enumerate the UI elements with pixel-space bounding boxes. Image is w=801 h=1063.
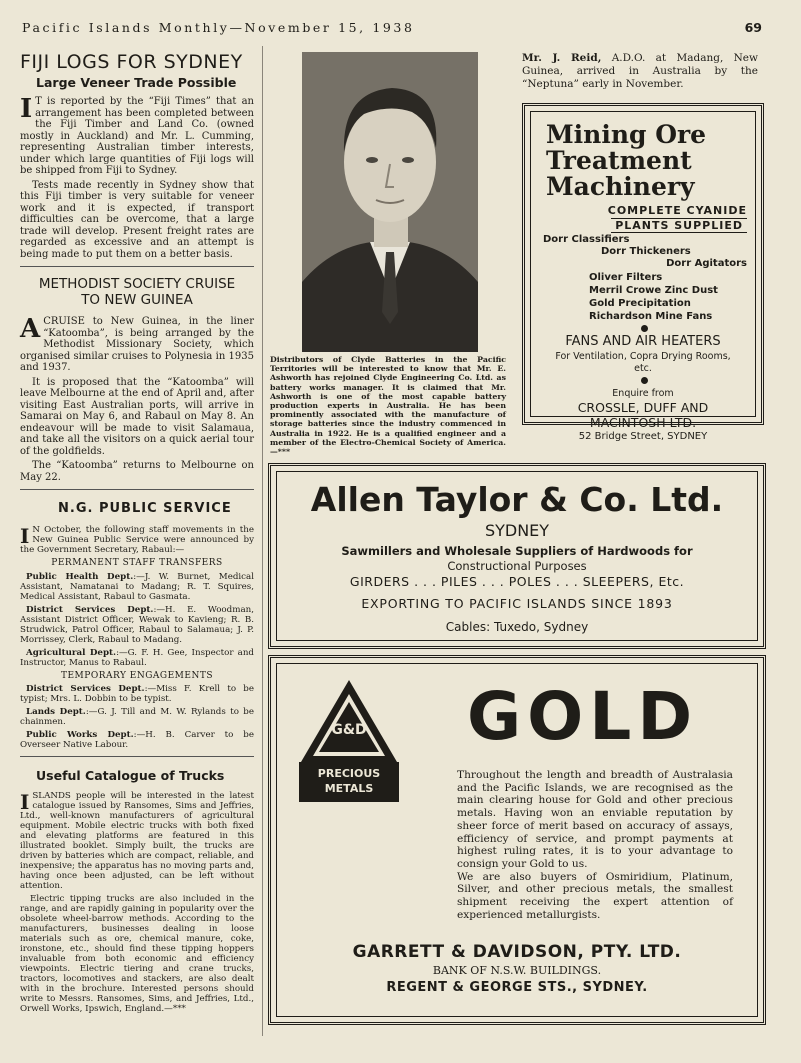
page-number: 69: [744, 20, 762, 35]
ngps-perm-3-dept: Agricultural Dept.: [26, 647, 117, 658]
divider: [20, 489, 254, 490]
fiji-article: [20, 52, 254, 260]
ad-mining-firm-2: MACINTOSH LTD.: [589, 415, 697, 430]
logo-text-metals: METALS: [324, 782, 374, 795]
methodist-para-3: The “Katoomba” returns to Melbourne on May 22.: [20, 460, 254, 483]
ad-mining-frame: [530, 111, 756, 442]
divider: [20, 266, 254, 267]
ngps-perm-2: [20, 605, 254, 645]
ngps-temporary-head: TEMPORARY ENGAGEMENTS: [60, 670, 214, 681]
ad-gold-body-1: Throughout the length and breadth of Australasia and the Pacific Islands, we are recognised as the main clearing house for Gold and other precious metals. Having won an enviable reputation by sheer force of merit based on accuracy of assays, efficiency of service, and prompt payments at highest ruling rates, it is to your advantage to consign your Gold to us.: [457, 769, 733, 870]
ad-mining-machinery: [522, 103, 764, 442]
ad-mining-cyanide: COMPLETE CYANIDE: [607, 204, 747, 217]
ngps-temp-2: [20, 707, 254, 727]
triangle-logo-icon: [299, 678, 399, 763]
ad-gold-body: [457, 769, 733, 921]
ad-gold-bank: BANK OF N.S.W. BUILDINGS.: [432, 964, 602, 977]
portrait-photo: [302, 52, 478, 352]
methodist-para-1-text: CRUISE to New Guinea, in the liner “Katoomba”, is being arranged by the Methodist Missionary Society, which organised similar cruises to Polynesia in 1935 and 1937.: [20, 316, 254, 374]
trucks-drop-cap: I: [20, 790, 30, 815]
trucks-para-1-text: SLANDS people will be interested in the latest catalogue issued by Ransomes, Sims and Jeffries, Ltd., well-known manufacturers of agricultural equipment. Mobile electric trucks with both fixed and elevating platforms are featured in this illustrated booklet. Simply built, the trucks are driven by batteries which are compact, reliable, and inexpensive; the apparatus has no moving parts and, having once been adjusted, can be left without attention.: [20, 791, 254, 892]
ad-allen-name: Allen Taylor & Co. Ltd.: [310, 480, 724, 519]
trucks-article: [20, 769, 254, 1014]
ad-mining-mine-fans: Richardson Mine Fans: [589, 311, 713, 322]
ngps-perm-3: [20, 648, 254, 668]
methodist-para-1: [20, 316, 254, 374]
column-rule: [262, 46, 263, 1036]
ngps-temp-1-dept: District Services Dept.: [26, 683, 145, 694]
photo-caption: Distributors of Clyde Batteries in the Pacific Territories will be interested to know that Mr. E. Ashworth has rejoined Clyde Engineering Co. Ltd. as battery works manager. It is claimed that Mr. Ashworth is one of the most capable battery production experts in Australia. He has been prominently associated with the manufacture of storage batteries since the industry commenced in Australia in 1922. He is a qualified engineer and a member of the Electro-Chemical Society of America.—***: [270, 355, 506, 456]
ad-allen-frame: [276, 471, 758, 641]
fiji-title: FIJI LOGS FOR SYDNEY: [20, 51, 243, 73]
ngps-temp-2-text: :—G. J. Till and M. W. Rylands to be chainmen.: [20, 706, 254, 727]
trucks-title: Useful Catalogue of Trucks: [36, 767, 225, 783]
ad-mining-title-3: Machinery: [546, 172, 695, 201]
ngps-intro-text: N October, the following staff movements in the New Guinea Public Service were announced by the Government Secretary, Rabaul:—: [20, 525, 254, 556]
ad-garrett-davidson: [268, 655, 766, 1025]
ad-mining-firm-1: CROSSLE, DUFF AND: [577, 400, 709, 415]
ngps-temp-1: [20, 684, 254, 704]
ad-mining-agitators: Dorr Agitators: [666, 258, 747, 269]
reid-note: [522, 52, 758, 91]
ad-mining-plants: PLANTS SUPPLIED: [611, 218, 747, 233]
ngps-article: [20, 502, 254, 750]
ngps-temp-3: [20, 730, 254, 750]
ngps-perm-1-text: :—J. W. Burnet, Medical Assistant, Namatanai to Madang; R. T. Squires, Medical Assistant, Rabaul to Gasmata.: [20, 571, 254, 602]
ngps-temp-2-dept: Lands Dept.: [26, 706, 86, 717]
ngps-permanent-head: PERMANENT STAFF TRANSFERS: [51, 558, 223, 569]
ngps-drop-cap: I: [20, 524, 30, 549]
ad-mining-title-1: Mining Ore: [546, 120, 707, 149]
ad-allen-taylor: [268, 463, 766, 649]
methodist-article: [20, 277, 254, 483]
bullet-dot: [641, 325, 648, 332]
ad-mining-title-2: Treatment: [546, 146, 692, 175]
ad-allen-line-1: Sawmillers and Wholesale Suppliers of Hardwoods for: [341, 544, 693, 558]
ngps-perm-3-text: :—G. F. H. Gee, Inspector and Instructor, Manus to Rabaul.: [20, 647, 254, 668]
ngps-perm-2-text: :—H. E. Woodman, Assistant District Officer, Wewak to Kavieng; R. B. Strudwick, Patrol Officer, Rabaul to Salamaua; J. P. Morrissey, Clerk, Rabaul to Madang.: [20, 604, 255, 645]
fiji-subtitle: Large Veneer Trade Possible: [36, 74, 237, 90]
ngps-temp-1-text: :—Miss F. Krell to be typist; Mrs. L. Dobbin to be typist.: [20, 683, 255, 704]
ad-mining-classifiers: Dorr Classifiers: [543, 234, 630, 245]
ngps-title: N.G. PUBLIC SERVICE: [58, 501, 232, 517]
ad-mining-filters: Oliver Filters: [589, 272, 663, 283]
running-title: Pacific Islands Monthly—November 15, 1938: [22, 20, 415, 35]
ad-allen-line-3: GIRDERS . . . PILES . . . POLES . . . SLEEPERS, Etc.: [349, 574, 685, 589]
ad-gold-street: REGENT & GEORGE STS., SYDNEY.: [386, 980, 648, 995]
fiji-drop-cap: I: [20, 94, 33, 125]
methodist-title-line-2: TO NEW GUINEA: [81, 291, 193, 308]
logo-monogram: G&D: [331, 722, 367, 738]
trucks-para-1: [20, 791, 254, 891]
ad-allen-city: SYDNEY: [484, 521, 550, 540]
fiji-para-2: Tests made recently in Sydney show that this Fiji timber is very suitable for veneer work and it is expected, if transport difficulties can be overcome, that a large trade will develop. Present freight rates are regarded as excessive and an attempt is being made to put them on a better basis.: [20, 179, 254, 260]
bullet-dot: [641, 377, 648, 384]
running-header: [22, 20, 762, 35]
ad-mining-gold-precip: Gold Precipitation: [589, 298, 691, 309]
ad-gold-frame: [276, 663, 758, 1017]
ngps-perm-2-dept: District Services Dept.: [26, 604, 154, 615]
ad-mining-fans-heaters: FANS AND AIR HEATERS: [565, 334, 721, 349]
portrait-illustration: [302, 52, 478, 352]
ad-gold-firm: GARRETT & DAVIDSON, PTY. LTD.: [352, 942, 682, 962]
ngps-temp-3-text: :—H. B. Carver to be Overseer Native Labour.: [20, 729, 254, 750]
ad-allen-line-2: Constructional Purposes: [447, 559, 587, 573]
ad-mining-zinc: Merril Crowe Zinc Dust: [589, 285, 718, 296]
ngps-perm-1: [20, 572, 254, 602]
ad-mining-enquire: Enquire from: [612, 388, 674, 399]
methodist-para-2: It is proposed that the “Katoomba” will leave Melbourne at the end of April and, after visiting East Australian ports, will arrive in Samarai on May 6, and Rabaul on May 8. An endeavour will be made to visit Salamaua, and take all the visitors on a quick aerial tour of the goldfields.: [20, 376, 254, 457]
fiji-para-1: [20, 96, 254, 177]
ad-mining-etc: etc.: [634, 363, 652, 374]
logo-plate: [299, 762, 399, 802]
gold-logo: [299, 678, 399, 798]
fiji-para-1-text: T is reported by the “Fiji Times” that an arrangement has been completed between the Fiji Timber and Land Co. (owned mostly in Auckland) and Mr. L. Cumming, representing Australian timber interests, under which large quantities of Fiji logs will be shipped from Fiji to Sydney.: [20, 96, 254, 177]
reid-name: Mr. J. Reid,: [522, 52, 602, 64]
ad-allen-line-4: EXPORTING TO PACIFIC ISLANDS SINCE 1893: [361, 596, 673, 611]
methodist-drop-cap: A: [20, 314, 41, 345]
ngps-temp-3-dept: Public Works Dept.: [26, 729, 134, 740]
ad-mining-title: [546, 122, 706, 200]
trucks-para-2: Electric tipping trucks are also included in the range, and are rapidly gaining in popularity over the obsolete wheel-barrow methods. According to the manufacturers, businesses dealing in loose materials such as ore, chemical manure, coke, ironstone, etc., should find these tipping hoppers invaluable from both economic and efficiency viewpoints. Electric tiering and crane trucks, tractors, locomotives and stackers, are also dealt with in the brochure. Interested persons should write to Messrs. Ransomes, Sims, and Jeffries, Ltd., Orwell Works, Ipswich, England.—***: [20, 894, 254, 1015]
ad-mining-ventilation: For Ventilation, Copra Drying Rooms,: [555, 351, 731, 362]
left-column: [20, 52, 254, 1017]
ad-allen-cables: Cables: Tuxedo, Sydney: [445, 620, 589, 634]
divider: [20, 756, 254, 757]
ad-mining-thickeners: Dorr Thickeners: [601, 246, 691, 257]
ad-mining-address: 52 Bridge Street, SYDNEY: [578, 431, 708, 442]
logo-text-precious: PRECIOUS: [317, 767, 381, 780]
reid-text: A.D.O. at Madang, New Guinea, arrived in Australia by the “Neptuna” early in November.: [522, 52, 759, 91]
ad-gold-body-2: We are also buyers of Osmiridium, Platinum, Silver, and other precious metals, the smallest shipment receiving the expert attention of experienced metallurgists.: [457, 870, 733, 921]
ngps-perm-1-dept: Public Health Dept.: [26, 571, 134, 582]
methodist-title-line-1: METHODIST SOCIETY CRUISE: [38, 276, 236, 293]
ad-gold-headline: GOLD: [467, 678, 699, 755]
ngps-intro: [20, 525, 254, 555]
